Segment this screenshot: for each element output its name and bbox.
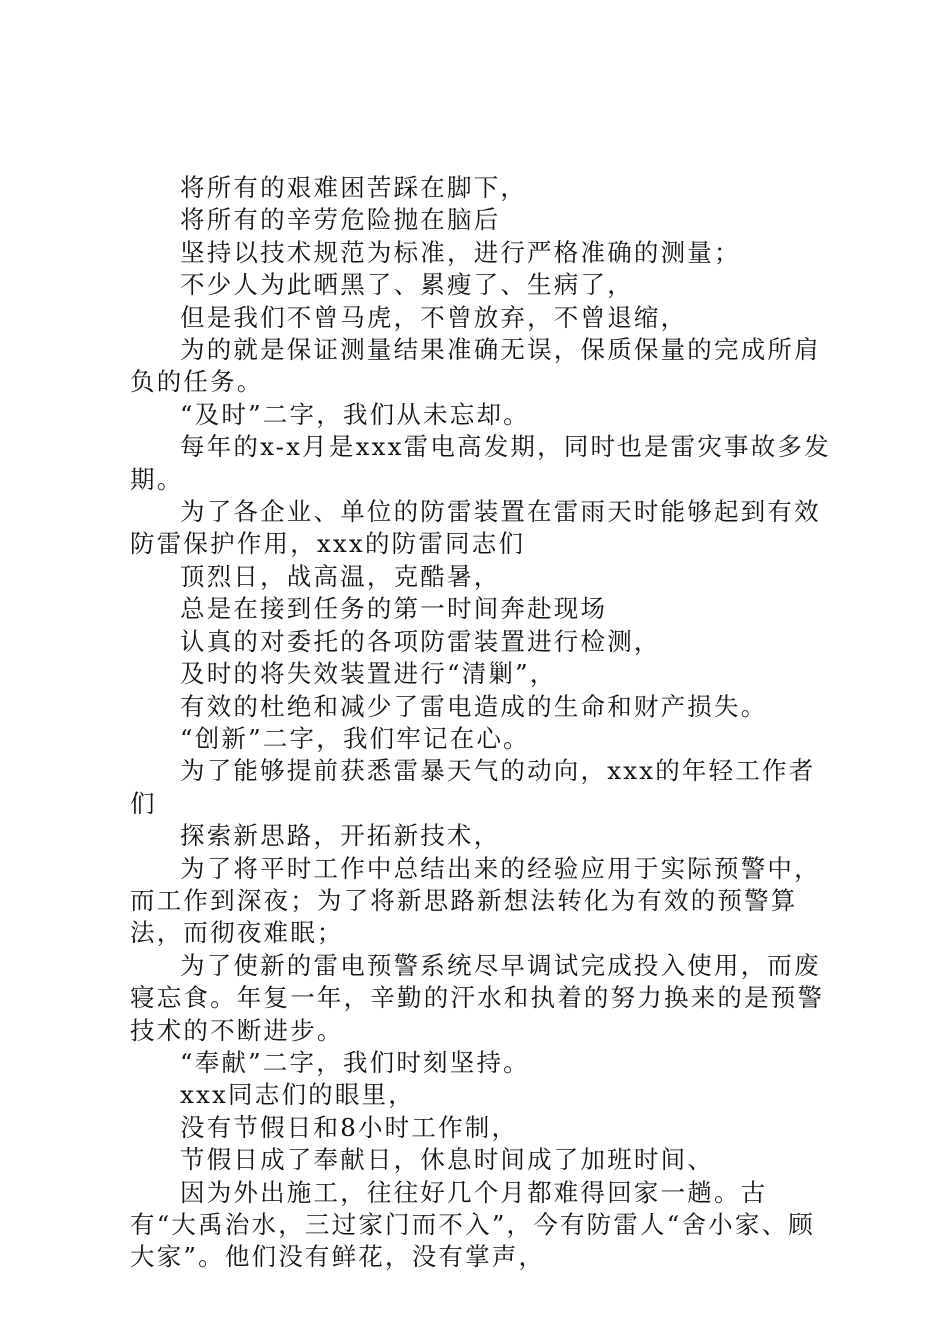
document-body	[130, 172, 835, 1274]
paragraph: 为了各企业、单位的防雷装置在雷雨天时能够起到有效防雷保护作用，xxx的防雷同志们	[130, 497, 821, 559]
paragraph: 因为外出施工，往往好几个月都难得回家一趟。古有“大禹治水，三过家门而不入”，今有防雷人“舍小家、顾大家”。他们没有鲜花，没有掌声，	[130, 1177, 815, 1272]
paragraph: 为了使新的雷电预警系统尽早调试完成投入使用，而废寝忘食。年复一年，辛勤的汗水和执着的努力换来的是预警技术的不断进步。	[130, 950, 825, 1045]
paragraph: “奉献”二字，我们时刻坚持。	[180, 1047, 530, 1077]
paragraph: 为的就是保证测量结果准确无误，保质保量的完成所肩负的任务。	[130, 335, 821, 397]
paragraph: “及时”二字，我们从未忘却。	[180, 399, 530, 429]
paragraph: 将所有的辛劳危险抛在脑后	[180, 205, 501, 235]
paragraph: 没有节假日和8小时工作制，	[180, 1112, 519, 1142]
paragraph: 将所有的艰难困苦踩在脚下，	[180, 173, 528, 202]
paragraph: 每年的x-x月是xxx雷电高发期，同时也是雷灾事故多发期。	[130, 432, 831, 494]
paragraph: 认真的对委托的各项防雷装置进行检测，	[180, 626, 661, 656]
paragraph: xxx同志们的眼里，	[180, 1080, 415, 1110]
paragraph: 但是我们不曾马虎，不曾放弃，不曾退缩，	[180, 302, 688, 332]
paragraph: 节假日成了奉献日，休息时间成了加班时间、	[180, 1145, 714, 1175]
paragraph: 探索新思路，开拓新技术，	[180, 821, 501, 851]
paragraph: 顶烈日，战高温，克酷暑，	[180, 561, 501, 591]
paragraph: 有效的杜绝和减少了雷电造成的生命和财产损失。	[180, 691, 768, 721]
paragraph: 为了能够提前获悉雷暴天气的动向，xxx的年轻工作者们	[130, 756, 816, 818]
paragraph: 及时的将失效装置进行“清剿”，	[180, 659, 557, 689]
paragraph: 总是在接到任务的第一时间奔赴现场	[180, 594, 608, 624]
paragraph: “创新”二字，我们牢记在心。	[180, 723, 530, 753]
paragraph: 不少人为此晒黑了、累瘦了、生病了，	[180, 270, 634, 300]
paragraph: 为了将平时工作中总结出来的经验应用于实际预警中，而工作到深夜；为了将新思路新想法转化为有效的预警算法，而彻夜难眠；	[130, 853, 821, 948]
paragraph: 坚持以技术规范为标准，进行严格准确的测量；	[180, 237, 741, 267]
